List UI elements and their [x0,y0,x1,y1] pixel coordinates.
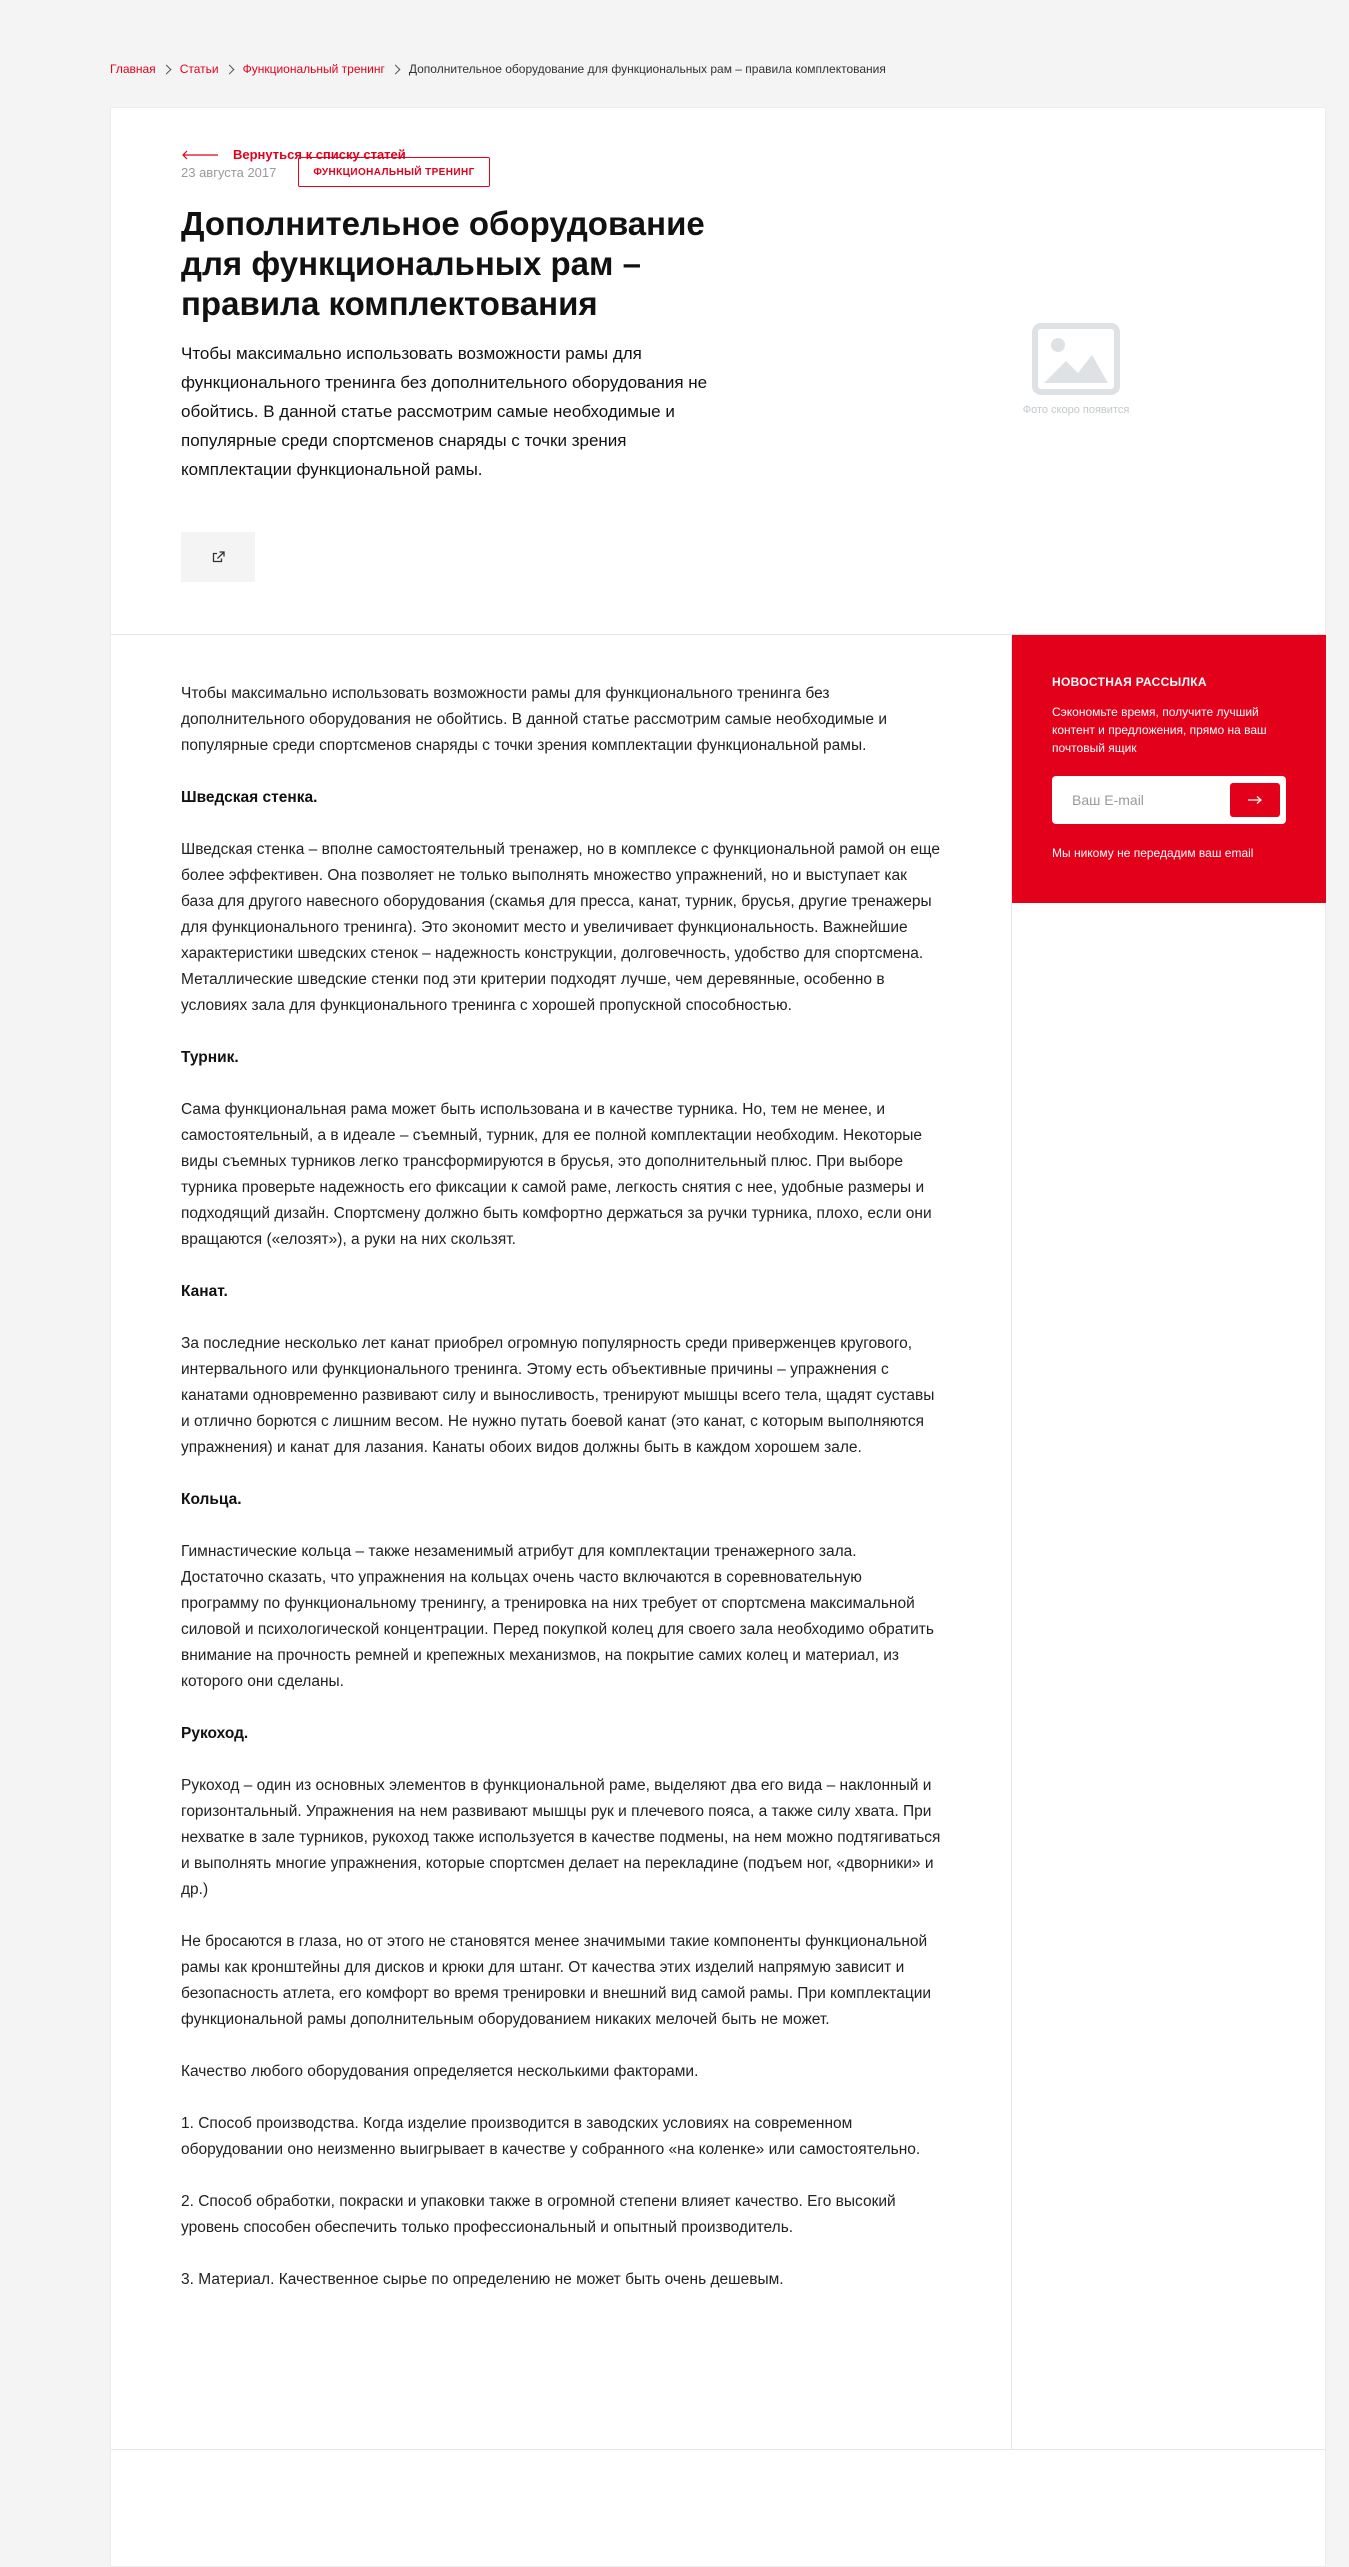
arrow-left-icon [181,150,219,160]
subscribe-button[interactable] [1230,783,1280,817]
breadcrumb-current: Дополнительное оборудование для функциональных рам – правила комплектования [408,62,886,76]
newsletter-title: НОВОСТНАЯ РАССЫЛКА [1052,675,1207,689]
share-button[interactable] [181,532,255,582]
breadcrumb-category-link[interactable]: Функциональный тренинг [242,62,385,76]
article-paragraph: Шведская стенка – вполне самостоятельный тренажер, но в комплексе с функциональной рамой он еще более эффективен. Она позволяет не только выполнять множество упражнений, но и выступает как база для другого навесного оборудования (скамья для пресса, канат, турник, брусья, другие тренажеры для функционального тренинга). Это экономит место и увеличивает функциональность. Важнейшие характеристики шведских стенок – надежность конструкции, долговечность, удобство для спортсмена. Металлические шведские стенки под эти критерии подходят лучше, чем деревянные, особенно в условиях зала для функционального тренинга с хорошей пропускной способностью. [181,841,941,1014]
back-link-label: Вернуться к списку статей [233,147,406,162]
article-paragraph: Рукоход – один из основных элементов в функциональной раме, выделяют два его вида – наклонный и горизонтальный. Упражнения на нем развивают мышцы рук и плечевого пояса, а также силу хвата. При нехватке в зале турников, рукоход также используется в качестве подмены, на нем можно подтягиваться и выполнять многие упражнения, которые спортсмен делает на перекладине (подъем ног, «дворники» и др.) [181,1777,941,1898]
photo-caption: Фото скоро появится [1022,404,1130,416]
chevron-right-icon [161,64,171,74]
photo-placeholder [991,323,1161,416]
article-paragraph: Не бросаются в глаза, но от этого не становятся менее значимыми такие компоненты функциональной рамы как кронштейны для дисков и крюки для штанг. От качества этих изделий напрямую зависит и безопасность атлета, его комфорт во время тренировки и внешний вид самой рамы. При комплектации функциональной рамы дополнительным оборудованием никаких мелочей быть не может. [181,1933,932,2028]
article-header [111,108,1325,635]
back-to-articles-link[interactable] [181,147,406,162]
section-heading: Рукоход. [181,1725,249,1742]
article-paragraph: За последние несколько лет канат приобрел огромную популярность среди приверженцев кругового, интервального или функционального тренинга. Этому есть объективные причины – упражнения с канатами одновременно развивают силу и выносливость, тренируют мышцы всего тела, щадят суставы и отлично борются с лишним весом. Не нужно путать боевой канат (это канат, с которым выполняются упражнения) и канат для лазания. Канаты обоих видов должны быть в каждом хорошем зале. [181,1335,935,1456]
article-paragraph: 1. Способ производства. Когда изделие производится в заводских условиях на современном оборудовании оно неизменно выигрывает в качестве у собранного «на коленке» или самостоятельно. [181,2115,921,2158]
article-card [110,107,1326,2567]
category-tag[interactable]: ФУНКЦИОНАЛЬНЫЙ ТРЕНИНГ [298,157,489,187]
sidebar-divider [1011,635,1012,2449]
newsletter-box [1012,635,1326,903]
article-paragraph: Сама функциональная рама может быть использована и в качестве турника. Но, тем не менее, и самостоятельный, а в идеале – съемный, турник, для ее полной комплектации необходим. Некоторые виды съемных турников легко трансформируются в брусья, это дополнительный плюс. При выборе турника проверьте надежность его фиксации к самой раме, легкость снятия с нее, удобные размеры и подходящий дизайн. Спортсмену должно быть комфортно держаться за ручки турника, плохо, если они вращаются («елозят»), а руки на них скользят. [181,1101,932,1248]
section-heading: Турник. [181,1049,239,1066]
article-lead: Чтобы максимально использовать возможности рамы для функционального тренинга без дополнительного оборудования не обойтись. В данной статье рассмотрим самые необходимые и популярные среди спортсменов снаряды с точки зрения комплектации функциональной рамы. [181,344,708,479]
email-input[interactable] [1072,786,1222,814]
newsletter-text: Сэкономьте время, получите лучший контент и предложения, прямо на ваш почтовый ящик [1052,705,1267,755]
article-paragraph: Чтобы максимально использовать возможности рамы для функционального тренинга без дополнительного оборудования не обойтись. В данной статье рассмотрим самые необходимые и популярные среди спортсменов снаряды с точки зрения комплектации функциональной рамы. [181,685,887,754]
chevron-right-icon [224,64,234,74]
arrow-right-icon [1247,795,1263,805]
page-title: Дополнительное оборудование для функциональных рам – правила комплектования [181,205,705,322]
newsletter-note: Мы никому не передадим ваш email [1052,846,1254,860]
article-paragraph: 3. Материал. Качественное сырье по определению не может быть очень дешевым. [181,2271,784,2288]
article-paragraph: Качество любого оборудования определяется несколькими факторами. [181,2063,699,2080]
share-icon [212,551,225,563]
breadcrumb-articles-link[interactable]: Статьи [179,62,219,76]
article-paragraph: Гимнастические кольца – также незаменимый атрибут для комплектации тренажерного зала. Достаточно сказать, что упражнения на кольцах очень часто включаются в соревновательную программу по функциональному тренингу, а тренировка на них требует от спортсмена максимальной силовой и психологической концентрации. Перед покупкой колец для своего зала необходимо обратить внимание на прочность ремней и крепежных механизмов, на покрытие самих колец и материал, из которого они сделаны. [181,1543,934,1690]
article-body [181,681,941,2319]
section-heading: Канат. [181,1283,228,1300]
section-heading: Кольца. [181,1491,242,1508]
newsletter-form [1052,776,1286,824]
breadcrumb-home-link[interactable]: Главная [110,62,156,76]
article-content-row [111,635,1325,2450]
section-heading: Шведская стенка. [181,789,318,806]
article-paragraph: 2. Способ обработки, покраски и упаковки также в огромной степени влияет качество. Его высокий уровень способен обеспечить только профессиональный и опытный производитель. [181,2193,896,2236]
article-date: 23 августа 2017 [181,164,277,180]
chevron-right-icon [390,64,400,74]
image-placeholder-icon [1032,323,1120,395]
breadcrumb [110,60,886,78]
